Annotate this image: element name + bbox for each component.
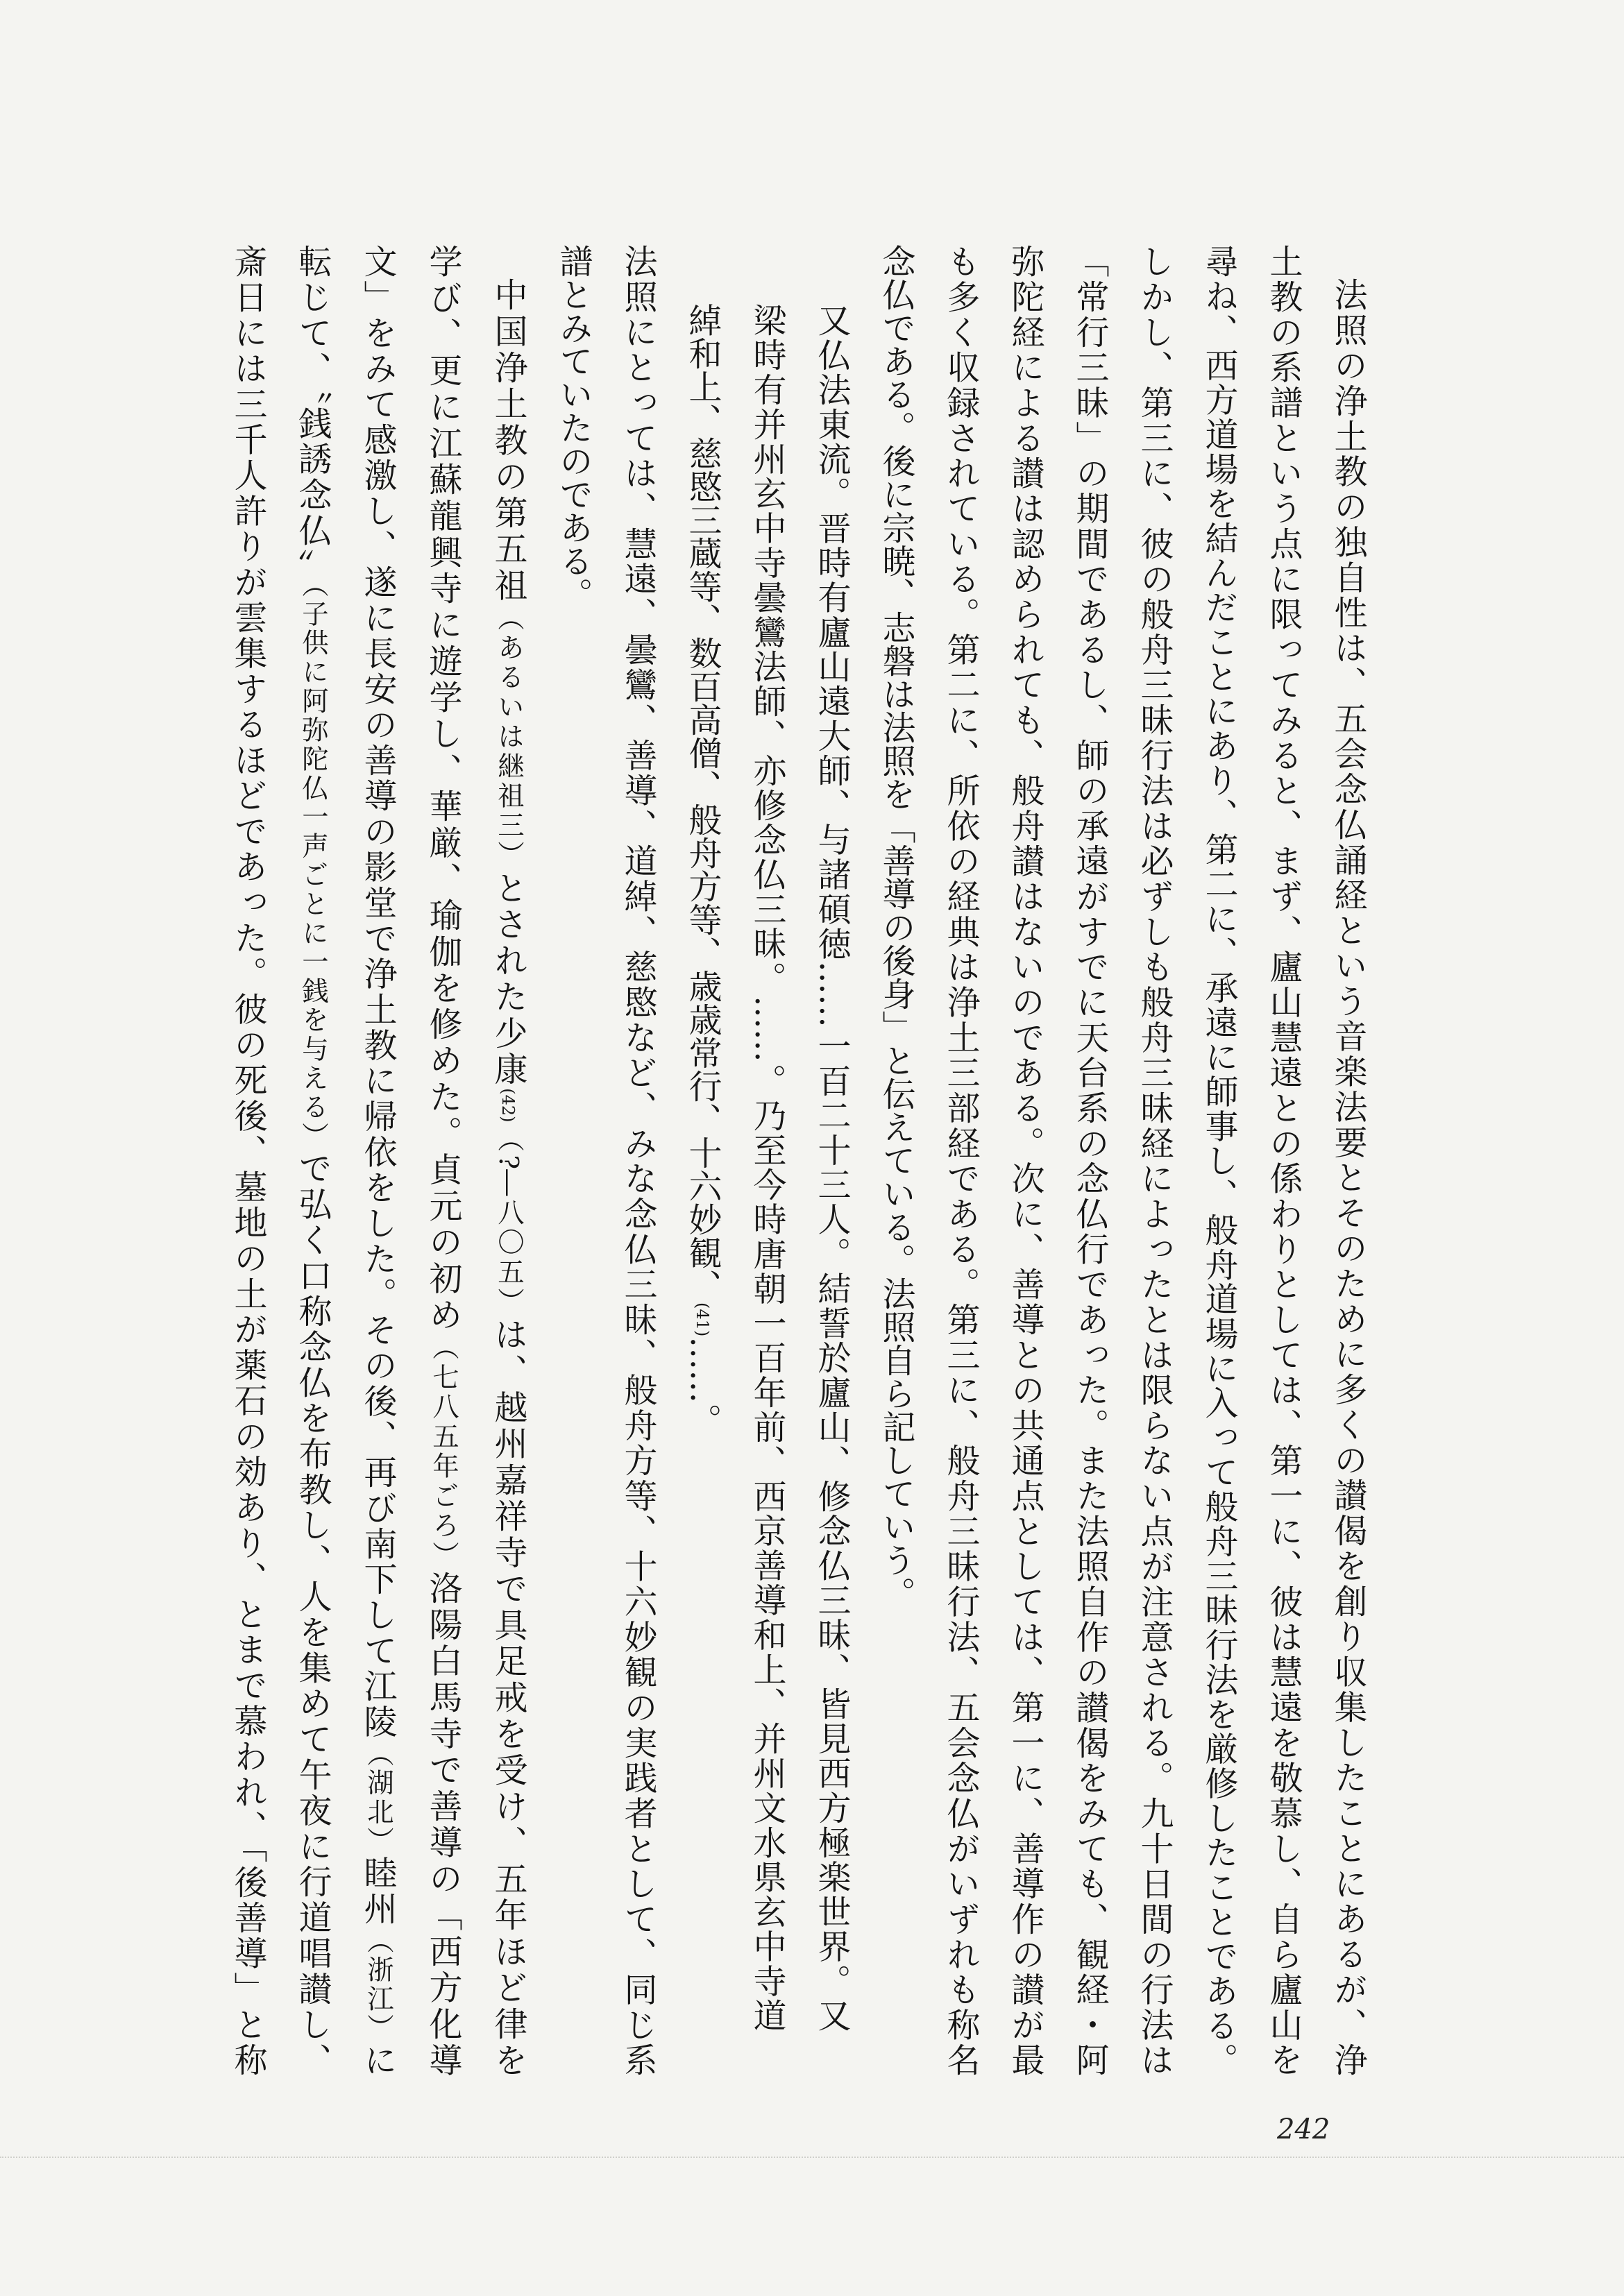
- text-column: [345, 244, 410, 2076]
- text-column: [928, 244, 992, 2076]
- parenthetical-note: （あるいは継祖三）: [493, 604, 524, 871]
- column-text: 弥陀経による讃は認められても、般舟讃はないのである。次に、善導との共通点としては、第一に、善導作の讃が最: [1006, 244, 1044, 2076]
- text-column: [1186, 244, 1251, 2076]
- column-text: 睦州: [358, 1855, 397, 1928]
- column-text: とされた少康: [489, 870, 527, 1089]
- text-column: [215, 244, 280, 2076]
- text-column: [410, 244, 475, 2076]
- column-text: 中国浄土教の第五祖: [489, 278, 527, 604]
- footnote-ref: (42): [498, 1088, 518, 1123]
- column-text: 譜とみていたのである。: [554, 244, 593, 611]
- quotation-column: [734, 244, 799, 2076]
- column-text: 念仏である。後に宗暁、志磐は法照を「善導の後身」と伝えている。法照自ら記していう。: [877, 244, 915, 1610]
- quotation-column: [670, 244, 734, 2076]
- column-text: 法照にとっては、慧遠、曇鸞、善導、道綽、慈愍など、みな念仏三昧、般舟方等、十六妙観の実践者として、同じ系: [618, 244, 657, 2076]
- column-text: 学び、更に江蘇龍興寺に遊学し、華厳、瑜伽を修めた。貞元の初め: [423, 244, 462, 1334]
- text-column: [992, 244, 1057, 2076]
- text-column: [1057, 244, 1122, 2076]
- column-text: 「常行三昧」の期間であるし、師の承遠がすでに天台系の念仏行であった。また法照自作の讃偈をみても、観経・阿: [1070, 244, 1109, 2077]
- quotation-text: 又仏法東流。晋時有廬山遠大師、与諸碩徳……一百二十三人。結誓於廬山、修念仏三昧、皆見西方極楽世界。又: [812, 303, 851, 2032]
- parenthetical-note: （湖北）: [362, 1740, 394, 1856]
- column-text: で弘く口称念仏を布教し、人を集めて午夜に行道唱讃し、: [293, 1150, 332, 2077]
- parenthetical-note: （七八五年ごろ）: [428, 1333, 459, 1571]
- text-column: [280, 244, 345, 2076]
- footnote-ref: (41): [693, 1302, 712, 1337]
- text-column: [475, 244, 541, 2076]
- column-text: 尋ね、西方道場を結んだことにあり、第二に、承遠に師事し、般舟道場に入って般舟三昧行法を厳修したことである。: [1199, 244, 1238, 2076]
- page-number: 242: [1277, 2114, 1330, 2145]
- quotation-text: 梁時有并州玄中寺曇鸞法師、亦修念仏三昧。……。乃至今時唐朝一百年前、西京善導和上、并州文水県玄中寺道: [747, 303, 786, 2032]
- text-column: [605, 244, 670, 2076]
- quotation-column: [799, 244, 863, 2076]
- column-text: 斎日には三千人許りが雲集するほどであった。彼の死後、墓地の土が薬石の効あり、とまで慕われ、「後善導」と称: [228, 244, 267, 2077]
- quotation-text: ……。: [683, 1336, 722, 1437]
- parenthetical-note: （?―八〇五）: [493, 1122, 524, 1318]
- column-text: も多く収録されている。第二に、所依の経典は浄土三部経である。第三に、般舟三昧行法、五会念仏がいずれも称名: [941, 244, 980, 2076]
- parenthetical-note: （子供に阿弥陀仏一声ごとに一銭を与える）: [297, 584, 328, 1151]
- text-column: [1122, 244, 1186, 2076]
- column-text: は、越州嘉祥寺で具足戒を受け、五年ほど律を: [489, 1317, 527, 2077]
- scan-artifact-line: [0, 2157, 1624, 2158]
- column-text: に: [358, 2043, 397, 2077]
- text-column: [1315, 244, 1380, 2076]
- text-column: [541, 244, 605, 2076]
- column-text: 法照の浄土教の独自性は、五会念仏誦経という音楽法要とそのために多くの讃偈を創り収集したことにあるが、浄: [1328, 278, 1367, 2076]
- text-column: [863, 244, 928, 2076]
- parenthetical-note: （浙江）: [362, 1927, 394, 2043]
- column-text: しかし、第三に、彼の般舟三昧行法は必ずしも般舟三昧経によったとは限らない点が注意される。九十日間の行法は: [1135, 244, 1174, 2076]
- column-text: 転じて、〝銭誘念仏〟: [293, 244, 332, 585]
- column-text: 土教の系譜という点に限ってみると、まず、廬山慧遠との係わりとしては、第一に、彼は慧遠を敬慕し、自ら廬山を: [1264, 244, 1303, 2076]
- vertical-text-body: [218, 244, 1380, 2076]
- column-text: 文」をみて感激し、遂に長安の善導の影堂で浄土教に帰依をした。その後、再び南下して江陵: [358, 244, 397, 1740]
- quotation-text: 綽和上、慈愍三蔵等、数百高僧、般舟方等、歳歳常行、十六妙観、: [683, 303, 722, 1302]
- column-text: 洛陽白馬寺で善導の「西方化導: [423, 1570, 462, 2077]
- text-column: [1251, 244, 1315, 2076]
